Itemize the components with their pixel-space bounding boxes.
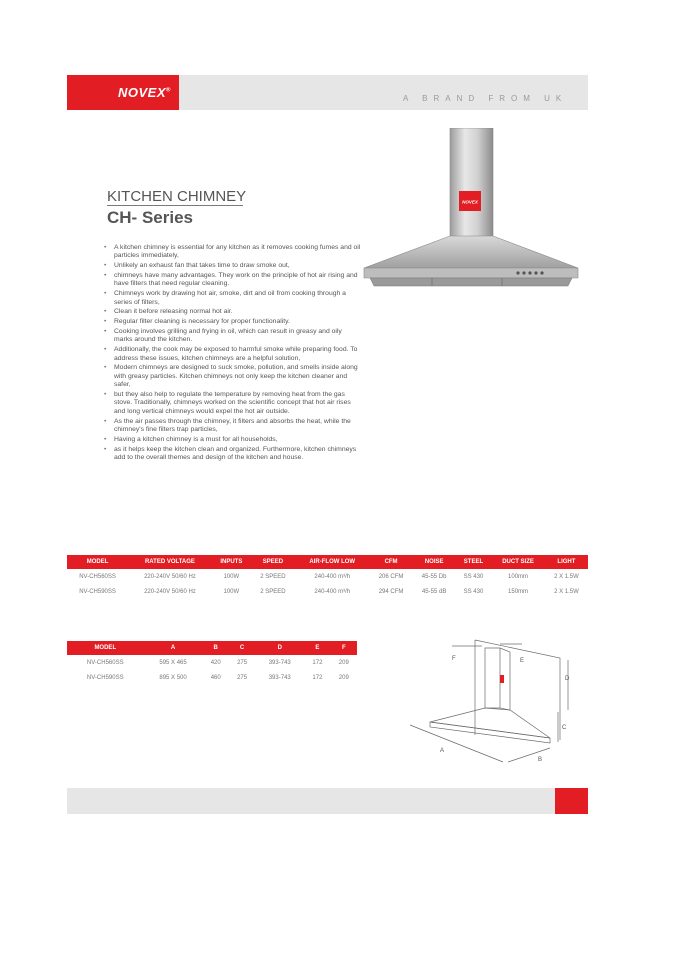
table-cell: 45-55 dB xyxy=(421,588,447,595)
footer-band xyxy=(67,788,588,814)
brand-logo xyxy=(118,85,171,100)
table-cell: 460 xyxy=(210,674,221,681)
feature-list-item: • but they also help to regulate the temperature by removing heat from the gas stove. Traditionally, chimneys worked on the scientific concept that hot air rises and long vertical chimneys would expel the hot air outside. xyxy=(104,391,361,416)
column-header: C xyxy=(229,641,255,655)
column-header: F xyxy=(331,641,357,655)
table-cell: 595 X 465 xyxy=(159,659,187,666)
table-cell: SS 430 xyxy=(463,573,484,580)
feature-list-item: • Clean it before releasing normal hot air. xyxy=(104,308,361,316)
series-subtitle: CH- Series xyxy=(107,208,193,227)
dimension-diagram xyxy=(400,630,585,770)
spec-table-row xyxy=(67,584,588,599)
table-cell: 2 X 1.5W xyxy=(554,588,579,595)
dimension-line-b xyxy=(508,748,550,762)
column-header: INPUTS xyxy=(212,555,251,569)
diagram-label-b: B xyxy=(538,757,543,763)
table-cell: NV-CH560SS xyxy=(79,573,116,580)
hood-front-panel xyxy=(364,268,578,278)
table-cell: 150mm xyxy=(508,588,529,595)
feature-list-item: • Modern chimneys are designed to suck smoke, pollution, and smells inside along with greasy particles. Kitchen chimneys not only keep the kitchen cleaner and safer, xyxy=(104,364,361,389)
feature-list-item: • Unlikely an exhaust fan that takes time to draw smoke out, xyxy=(104,262,361,270)
column-header: CFM xyxy=(370,555,413,569)
brand-badge-text: NOVEX xyxy=(462,199,478,205)
table-cell: 393-743 xyxy=(268,674,291,681)
table-cell: 393-743 xyxy=(268,659,291,666)
column-header: MODEL xyxy=(67,641,144,655)
feature-list-item: • A kitchen chimney is essential for any kitchen as it removes cooking fumes and oil particles immediately, xyxy=(104,244,361,261)
table-cell: 895 X 500 xyxy=(159,674,187,681)
diagram-label-a: A xyxy=(440,748,445,754)
table-cell: 172 xyxy=(312,674,323,681)
wall-outline xyxy=(475,640,560,740)
table-cell: 206 CFM xyxy=(378,573,404,580)
table-cell: 100mm xyxy=(508,573,529,580)
page-title: KITCHEN CHIMNEY xyxy=(107,188,247,205)
spec-table xyxy=(67,555,588,599)
table-cell: 209 xyxy=(338,659,349,666)
feature-list-item: • Cooking involves grilling and frying in oil, which can result in greasy and oily marks around the kitchen. xyxy=(104,328,361,345)
column-header: RATED VOLTAGE xyxy=(128,555,212,569)
title-underline xyxy=(107,205,243,206)
diagram-label-f: F xyxy=(452,656,456,662)
brand-name: NOVEX xyxy=(118,85,167,100)
dimension-table-row xyxy=(67,670,357,685)
dimension-table-header xyxy=(67,641,357,655)
diagram-label-c: C xyxy=(562,725,567,731)
table-cell: 100W xyxy=(223,573,240,580)
column-header: LIGHT xyxy=(545,555,588,569)
table-cell: 45-55 Db xyxy=(421,573,447,580)
duct-badge xyxy=(500,675,504,683)
spec-table-header xyxy=(67,555,588,569)
header-banner xyxy=(67,75,588,110)
feature-list-item: • Additionally, the cook may be exposed to harmful smoke while preparing food. To address these issues, kitchen chimneys are a helpful solution, xyxy=(104,346,361,363)
spec-table-row xyxy=(67,569,588,584)
registered-mark: ® xyxy=(166,87,171,94)
column-header: E xyxy=(304,641,330,655)
table-cell: 2 SPEED xyxy=(260,573,286,580)
table-cell: SS 430 xyxy=(463,588,484,595)
table-cell: 220-240V 50/60 Hz xyxy=(144,573,196,580)
tagline: A BRAND FROM UK xyxy=(403,94,568,103)
hood-body xyxy=(430,708,550,738)
column-header: A xyxy=(144,641,203,655)
table-cell: 100W xyxy=(223,588,240,595)
column-header: MODEL xyxy=(67,555,128,569)
feature-list-item: • Regular filter cleaning is necessary for proper functionality. xyxy=(104,318,361,326)
footer-accent xyxy=(555,788,588,814)
column-header: STEEL xyxy=(456,555,492,569)
column-header: SPEED xyxy=(251,555,295,569)
table-cell: 275 xyxy=(237,674,248,681)
feature-list-item: • Having a kitchen chimney is a must for all households, xyxy=(104,436,361,444)
chimney-hood xyxy=(364,236,578,268)
table-cell: 172 xyxy=(312,659,323,666)
column-header: B xyxy=(203,641,229,655)
brand-logo-box xyxy=(67,75,179,110)
feature-list-item: • Chimneys work by drawing hot air, smoke, dirt and oil from cooking through a series of filters, xyxy=(104,290,361,307)
table-cell: 209 xyxy=(338,674,349,681)
column-header: NOISE xyxy=(413,555,456,569)
table-cell: 275 xyxy=(237,659,248,666)
table-cell: NV-CH590SS xyxy=(79,588,116,595)
column-header: DUCT SIZE xyxy=(491,555,545,569)
dimension-table xyxy=(67,641,357,685)
table-cell: 220-240V 50/60 Hz xyxy=(144,588,196,595)
feature-list-item: • as it helps keep the kitchen clean and organized. Furthermore, kitchen chimneys add to the overall themes and design of the kitchen and house. xyxy=(104,446,361,463)
table-cell: 420 xyxy=(210,659,221,666)
table-cell: 2 SPEED xyxy=(260,588,286,595)
feature-list xyxy=(104,244,361,464)
filter-panel xyxy=(370,278,572,286)
diagram-label-e: E xyxy=(520,658,525,664)
diagram-label-d: D xyxy=(565,676,570,682)
duct-front xyxy=(485,648,500,708)
table-cell: 294 CFM xyxy=(378,588,404,595)
table-cell: NV-CH590SS xyxy=(86,674,124,681)
feature-list-item: • As the air passes through the chimney, it filters and absorbs the heat, while the chimney's fine filters trap particles, xyxy=(104,418,361,435)
dimension-table-row xyxy=(67,655,357,670)
table-cell: NV-CH560SS xyxy=(86,659,124,666)
chimney-duct xyxy=(450,128,493,238)
column-header: D xyxy=(255,641,304,655)
table-cell: 2 X 1.5W xyxy=(554,573,579,580)
table-cell: 240-400 m³/h xyxy=(314,588,351,595)
column-header: AIR-FLOW LOW xyxy=(295,555,370,569)
table-cell: 240-400 m³/h xyxy=(314,573,351,580)
feature-list-item: • chimneys have many advantages. They work on the principle of hot air rising and have filters that need regular cleaning. xyxy=(104,272,361,289)
chimney-product-image xyxy=(356,128,586,308)
